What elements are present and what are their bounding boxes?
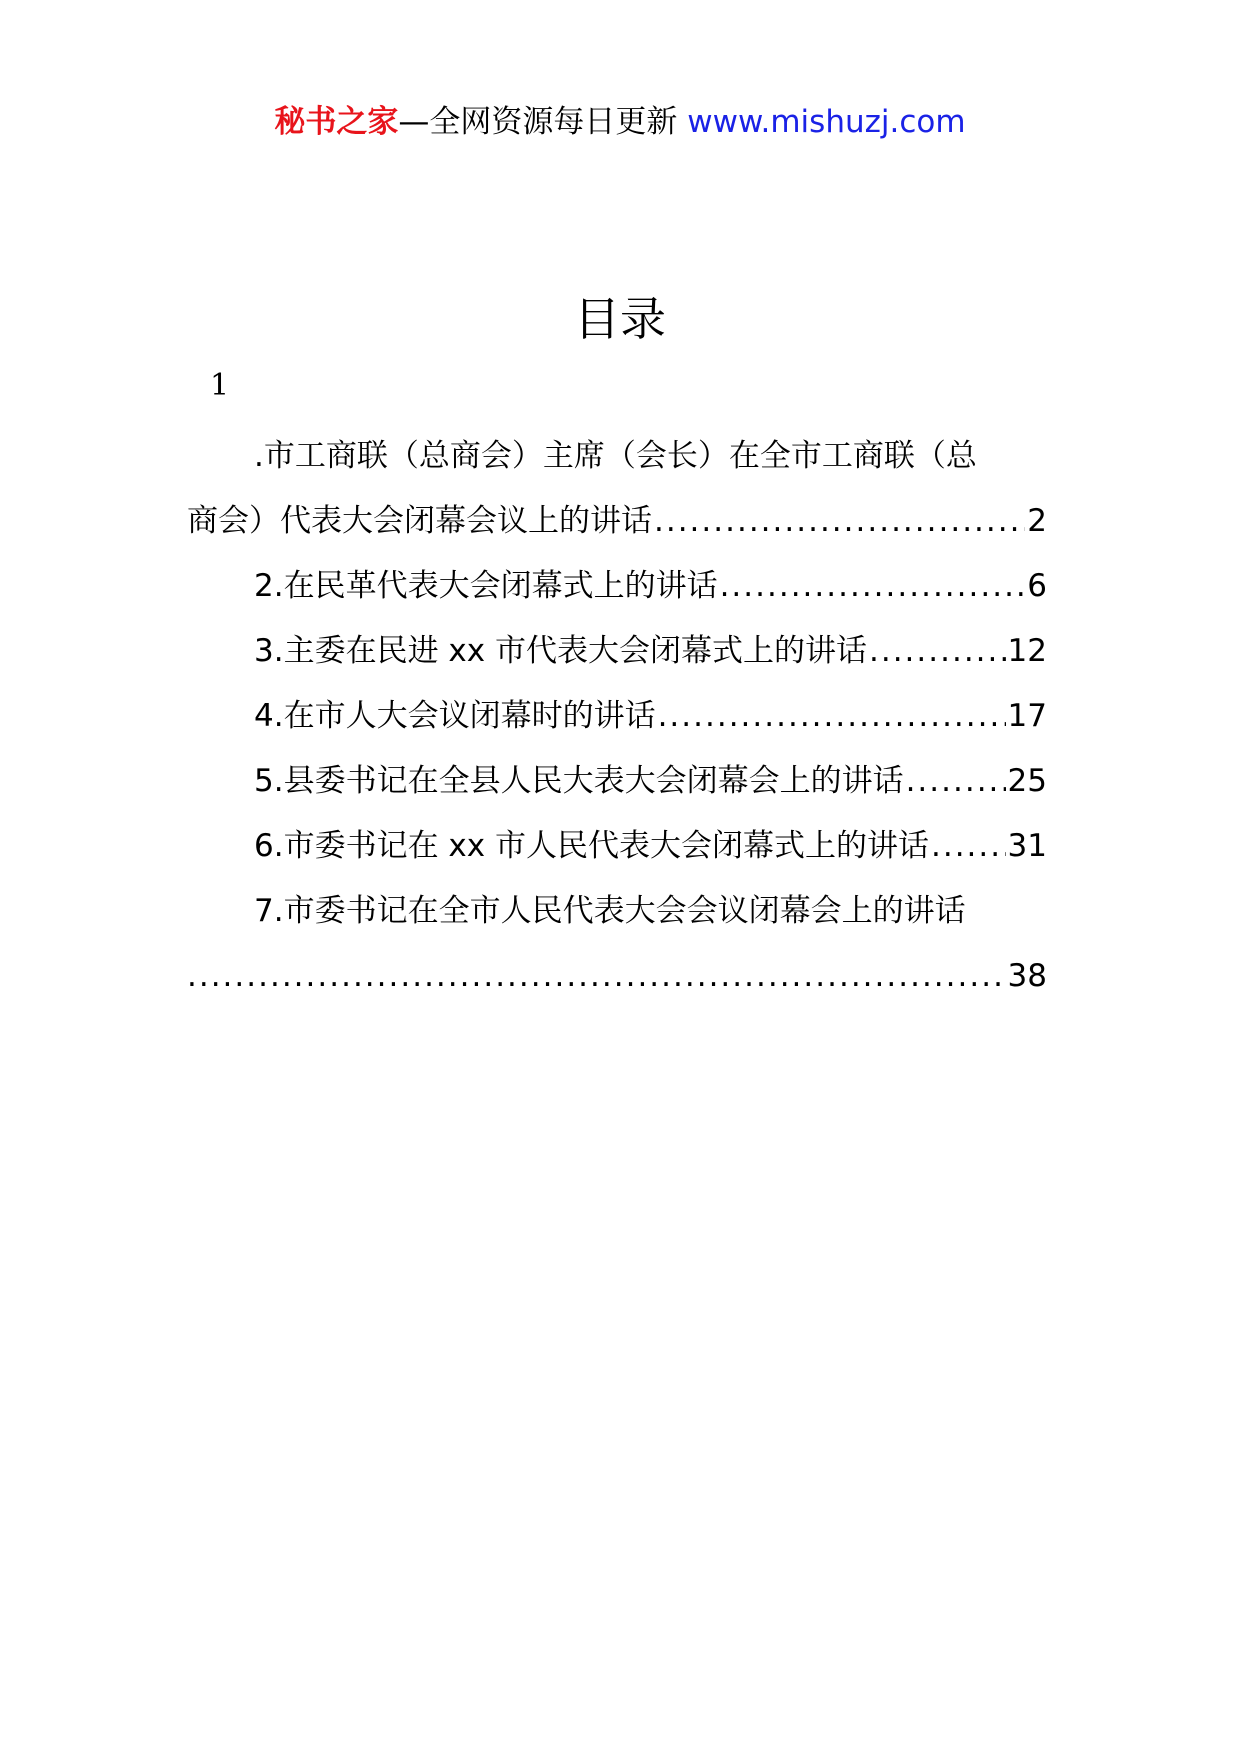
- toc-leader-dots: [658, 684, 1006, 749]
- toc-entry-5-title: 5.县委书记在全县人民大表大会闭幕会上的讲话: [254, 763, 904, 799]
- toc-leader-dots: [654, 489, 1025, 554]
- page-title: 目录: [574, 292, 666, 346]
- toc-leader-dots: [869, 619, 1006, 684]
- toc-entry-7-line-2[interactable]: [187, 944, 1047, 1009]
- toc-entry-3-title: 3.主委在民进 xx 市代表大会闭幕式上的讲话: [254, 633, 867, 669]
- toc-entry-7-page: 38: [1007, 958, 1047, 994]
- site-url-link[interactable]: www.mishuzj.com: [687, 104, 966, 140]
- toc-entry-1-line-2[interactable]: [187, 489, 1047, 554]
- toc-leader-dots: [720, 554, 1026, 619]
- toc-entry-3-page: 12: [1007, 633, 1047, 669]
- toc-leader-dots: [187, 944, 1006, 1009]
- toc-entry-5-page: 25: [1007, 763, 1047, 799]
- toc-leader-dots: [906, 749, 1006, 814]
- toc-entry-6-page: 31: [1007, 828, 1047, 864]
- toc-entry-3[interactable]: [187, 619, 1047, 684]
- site-header: [0, 100, 1240, 144]
- toc-entry-5[interactable]: [187, 749, 1047, 814]
- toc-entry-1-title-part-1: .市工商联（总商会）主席（会长）在全市工商联（总: [254, 438, 977, 474]
- toc-entry-7-line-1[interactable]: [187, 879, 1047, 944]
- brand-name: 秘书之家: [274, 104, 399, 140]
- toc-entry-1-page: 2: [1027, 503, 1047, 539]
- toc-entry-2-title: 2.在民革代表大会闭幕式上的讲话: [254, 568, 718, 604]
- toc-entry-4-title: 4.在市人大会议闭幕时的讲话: [254, 698, 656, 734]
- toc-entry-4[interactable]: [187, 684, 1047, 749]
- toc-entry-1-title-part-2: 商会）代表大会闭幕会议上的讲话: [187, 503, 652, 539]
- toc-entry-6[interactable]: [187, 814, 1047, 879]
- toc-entry-1-line-1[interactable]: [187, 424, 1047, 489]
- toc-entry-4-page: 17: [1007, 698, 1047, 734]
- toc-entry-2[interactable]: [187, 554, 1047, 619]
- toc-entry-6-title: 6.市委书记在 xx 市人民代表大会闭幕式上的讲话: [254, 828, 929, 864]
- table-of-contents: [187, 424, 1047, 1009]
- toc-leader-dots: [931, 814, 1006, 879]
- toc-entry-7-title: 7.市委书记在全市人民代表大会会议闭幕会上的讲话: [254, 893, 966, 929]
- header-tagline: —全网资源每日更新: [398, 104, 678, 140]
- toc-entry-2-page: 6: [1027, 568, 1047, 604]
- page-number-marker: 1: [210, 368, 230, 403]
